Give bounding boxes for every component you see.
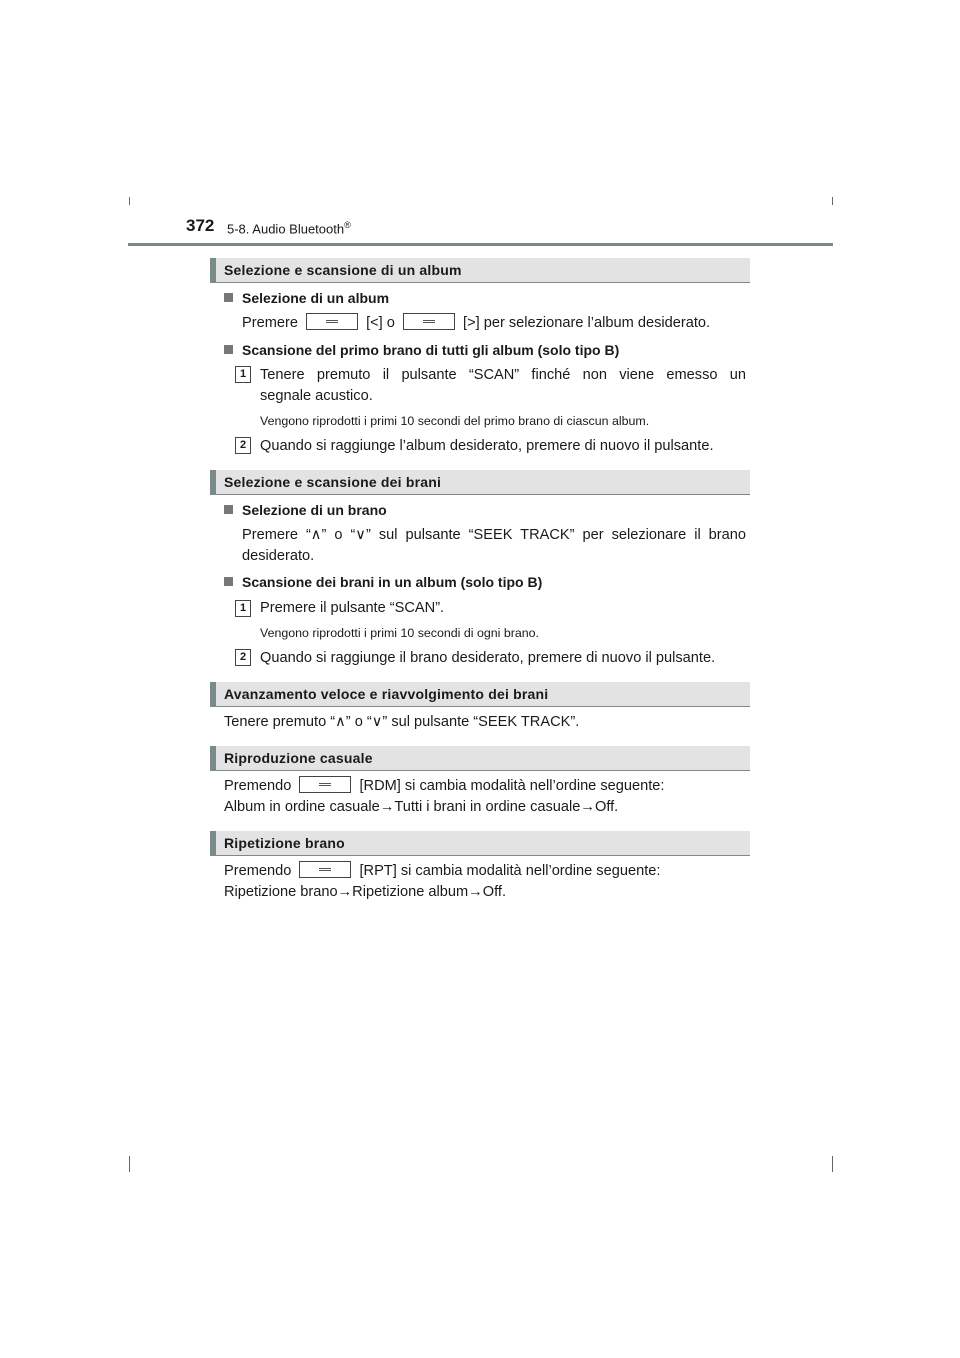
- step-number-2: 2: [235, 437, 251, 454]
- text-fragment: [RPT] si cambia modalità nell’ordine seguente:: [359, 863, 661, 879]
- step-text: segnale acustico.: [260, 388, 373, 404]
- random-sequence: Album in ordine casuale→Tutti i brani in ordine casuale→Off.: [224, 799, 619, 815]
- crop-mark: [832, 1156, 833, 1172]
- text-fragment: Premere: [242, 315, 298, 331]
- subheading-album-select: [224, 290, 389, 306]
- subheading-text: Scansione del primo brano di tutti gli album (solo tipo B): [242, 342, 620, 358]
- section-title: Selezione e scansione dei brani: [224, 474, 442, 490]
- step-text: Quando si raggiunge l’album desiderato, premere di nuovo il pulsante.: [260, 438, 714, 454]
- text-fragment: [<] o: [366, 315, 395, 331]
- note-text: Vengono riprodotti i primi 10 secondi del primo brano di ciascun album.: [260, 414, 650, 428]
- step-text: Tenere premuto il pulsante “SCAN” finché non viene emesso un: [260, 367, 746, 383]
- section-header-fastforward: [210, 682, 750, 707]
- button-icon: [306, 313, 358, 330]
- step-text: Quando si raggiunge il brano desiderato, premere di nuovo il pulsante.: [260, 650, 716, 666]
- chapter-title: 5-8. Audio Bluetooth: [227, 221, 345, 237]
- track-select-text: Premere “∧” o “∨” sul pulsante “SEEK TRACK” per selezionare il brano: [242, 527, 746, 543]
- text-fragment: [>] per selezionare l’album desiderato.: [463, 315, 711, 331]
- subheading-album-scan: [224, 342, 619, 358]
- text-fragment: Premendo: [224, 863, 292, 879]
- subheading-text: Scansione dei brani in un album (solo tipo B): [242, 574, 543, 590]
- registered-mark: ®: [344, 220, 351, 230]
- fastforward-text: Tenere premuto “∧” o “∨” sul pulsante “SEEK TRACK”.: [224, 714, 580, 730]
- text-fragment: Premendo: [224, 778, 292, 794]
- subheading-track-select: [224, 502, 387, 518]
- section-title: Selezione e scansione di un album: [224, 262, 462, 278]
- section-header-random: [210, 746, 750, 771]
- crop-mark: [832, 197, 833, 205]
- repeat-sequence: Ripetizione brano→Ripetizione album→Off.: [224, 884, 507, 900]
- crop-mark: [129, 197, 130, 205]
- section-title: Riproduzione casuale: [224, 750, 373, 766]
- header-rule: [128, 243, 833, 246]
- section-header-album: [210, 258, 750, 283]
- subheading-text: Selezione di un album: [242, 290, 390, 306]
- section-header-repeat: [210, 831, 750, 856]
- random-text: [224, 776, 664, 797]
- subheading-text: Selezione di un brano: [242, 502, 387, 518]
- section-header-tracks: [210, 470, 750, 495]
- crop-mark: [129, 1156, 130, 1172]
- step-number-1: 1: [235, 366, 251, 383]
- section-title: Avanzamento veloce e riavvolgimento dei brani: [224, 686, 549, 702]
- step-number-2: 2: [235, 649, 251, 666]
- button-icon: [403, 313, 455, 330]
- button-icon: [299, 861, 351, 878]
- album-select-text: [242, 313, 710, 334]
- running-head: [227, 220, 351, 236]
- page-number: 372: [186, 216, 215, 235]
- text-fragment: [RDM] si cambia modalità nell’ordine seguente:: [359, 778, 665, 794]
- section-title: Ripetizione brano: [224, 835, 345, 851]
- note-text: Vengono riprodotti i primi 10 secondi di ogni brano.: [260, 626, 539, 640]
- step-text: Premere il pulsante “SCAN”.: [260, 600, 445, 616]
- repeat-text: [224, 861, 660, 882]
- track-select-text: desiderato.: [242, 548, 315, 564]
- subheading-track-scan: [224, 574, 542, 590]
- button-icon: [299, 776, 351, 793]
- step-number-1: 1: [235, 600, 251, 617]
